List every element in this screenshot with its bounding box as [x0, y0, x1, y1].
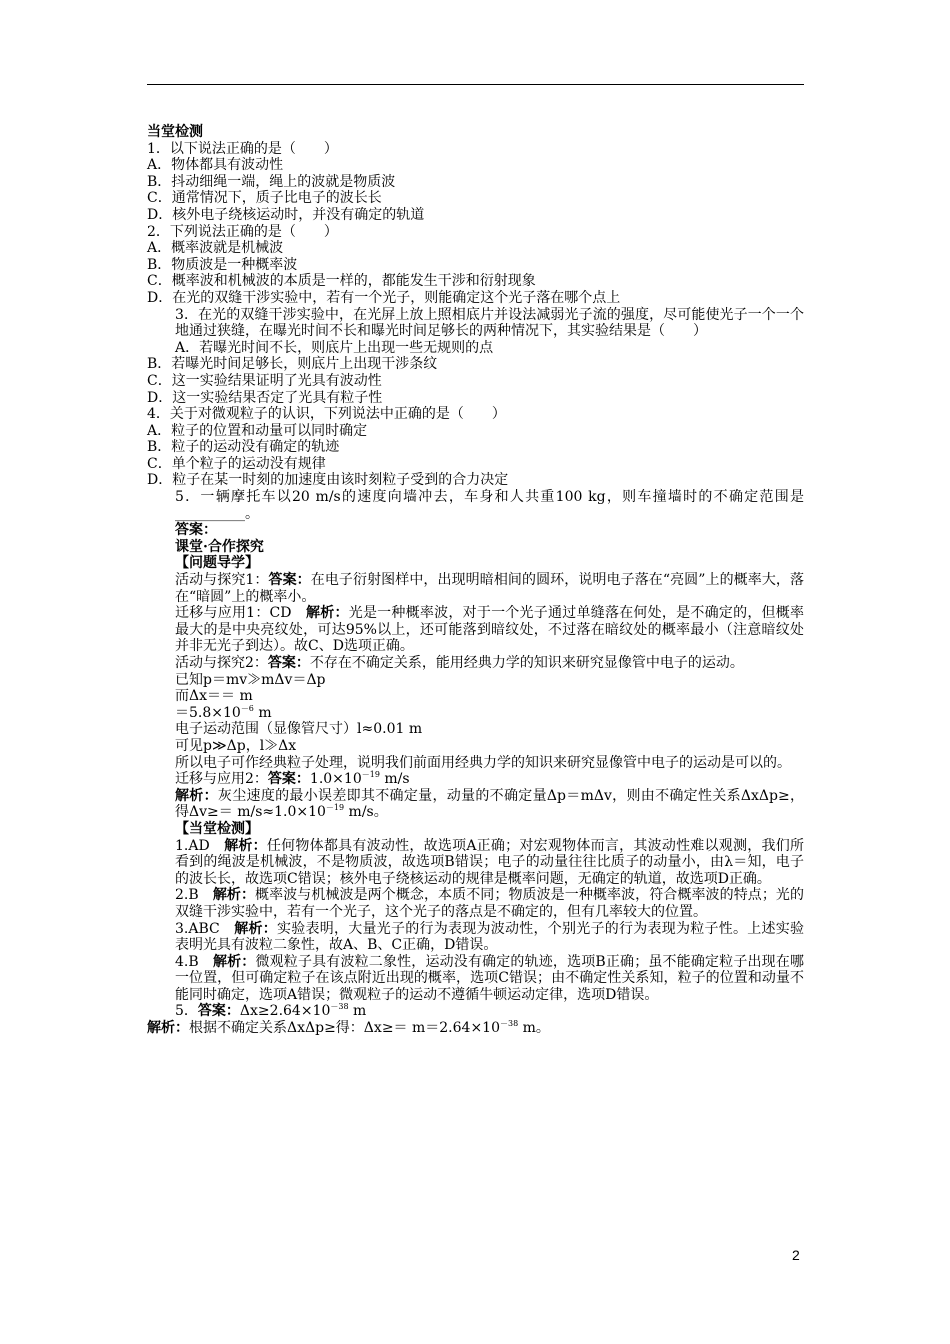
- answer-5: 5．答案：$\Delta x\ge 2.64\times 10^{-38}$ m: [175, 1002, 367, 1020]
- activity-2: 活动与探究2：答案：不存在不确定关系，能用经典力学的知识来研究显像管中电子的运动。: [175, 655, 744, 671]
- conclusion: 所以电子可作经典粒子处理，说明我们前面用经典力学的知识来研究显像管中电子的运动是可以的。: [175, 754, 791, 771]
- question-5: 5．一辆摩托车以20 m/s的速度向墙冲去，车身和人共重100 kg，则车撞墙时的不确定范围是__________。: [175, 489, 804, 522]
- formula-3: $=5.8\times 10^{-6}$ m: [175, 703, 272, 721]
- q3-option-b: B．若曝光时间足够长，则底片上出现干涉条纹: [147, 356, 438, 373]
- q2-option-a: A．概率波就是机械波: [147, 240, 284, 257]
- q1-option-b: B．抖动细绳一端，绳上的波就是物质波: [147, 173, 396, 190]
- formula-5: 可见p≫Δp，l≫Δx: [175, 737, 297, 754]
- section-heading: 当堂检测: [147, 124, 203, 140]
- answer-4: 4.B 解析：微观粒子具有波粒二象性，运动没有确定的轨迹，选项B正确；虽不能确定粒子出现在哪一位置，但可确定粒子在该点附近出现的概率，选项C错误；由不确定性关系知，粒子的位置和动量不能同时确定，选项A错误；微观粒子的运动不遵循牛顿运动定律，选项D错误。: [175, 953, 804, 1003]
- q3-option-c: C．这一实验结果证明了光具有波动性: [147, 372, 382, 389]
- sub-title-check: 【当堂检测】: [175, 820, 259, 837]
- sub-title-guide: 【问题导学】: [175, 555, 259, 572]
- q3-option-a: A．若曝光时间不长，则底片上出现一些无规则的点: [175, 339, 494, 356]
- answer-3: 3.ABC 解析：实验表明，大量光子的行为表现为波动性，个别光子的行为表现为粒子性。上述实验表明光具有波粒二象性，故A、B、C正确，D错误。: [175, 920, 805, 954]
- formula-1: 已知p＝mv≫mΔv＝Δp: [175, 671, 326, 688]
- q4-option-a: A．粒子的位置和动量可以同时确定: [147, 422, 368, 439]
- application-2: 迁移与应用2：答案：$1.0\times 10^{-19}$ m/s: [175, 770, 410, 788]
- question-4: 4．关于对微观粒子的认识，下列说法中正确的是（ ）: [147, 406, 506, 423]
- q3-option-d: D．这一实验结果否定了光具有粒子性: [147, 389, 383, 406]
- formula-4: 电子运动范围（显像管尺寸）l≈0.01 m: [175, 721, 423, 738]
- header-rule: [147, 84, 804, 85]
- q4-option-d: D．粒子在某一时刻的加速度由该时刻粒子受到的合力决定: [147, 472, 509, 489]
- answer-2: 2.B 解析：概率波与机械波是两个概念，本质不同；物质波是一种概率波，符合概率波的特点；光的双缝干涉实验中，若有一个光子，这个光子的落点是不确定的，但有几率较大的位置。: [175, 887, 804, 920]
- question-3: 3．在光的双缝干涉实验中，在光屏上放上照相底片并设法减弱光子流的强度，尽可能使光子一个一个地通过狭缝，在曝光时间不长和曝光时间足够长的两种情况下，其实验结果是（ ）: [175, 306, 804, 340]
- q4-option-c: C．单个粒子的运动没有规律: [147, 455, 326, 472]
- section-title: 课堂·合作探究: [175, 538, 264, 555]
- q4-option-b: B．粒子的运动没有确定的轨迹: [147, 439, 340, 456]
- question-2: 2．下列说法正确的是（ ）: [147, 223, 338, 240]
- q2-option-d: D．在光的双缝干涉实验中，若有一个光子，则能确定这个光子落在哪个点上: [147, 289, 621, 306]
- application-1: 迁移与应用1：CD 解析：光是一种概率波，对于一个光子通过单缝落在何处，是不确定的，但概率最大的是中央亮纹处，可达95%以上，还可能落到暗纹处，不过落在暗纹处的概率最小（注意暗纹处并非无光子到达）。故C、D选项正确。: [175, 605, 805, 655]
- q1-option-a: A．物体都具有波动性: [147, 157, 284, 174]
- q2-option-b: B．物质波是一种概率波: [147, 256, 298, 273]
- document-body: [147, 124, 804, 1037]
- activity-1: 活动与探究1：答案：在电子衍射图样中，出现明暗相间的圆环，说明电子落在“亮圆”上的概率大，落在“暗圆”上的概率小。: [175, 572, 805, 605]
- application-2-analysis: 解析：灰尘速度的最小误差即其不确定量，动量的不确定量Δp＝mΔv，则由不确定性关系ΔxΔp≥，得$\Delta v\ge= m/s\approx 1.0\times 10^{-19}$ m/s。: [175, 787, 804, 821]
- answer-1: 1.AD 解析：任何物体都具有波动性，故选项A正确；对宏观物体而言，其波动性难以观测，我们所看到的绳波是机械波，不是物质波，故选项B错误；电子的动量往往比质子的动量小，由λ＝知，电子的波长长，故选项C错误；核外电子绕核运动的规律是概率问题，无确定的轨道，故选项D正确。: [175, 837, 805, 887]
- answer-label: 答案：: [175, 522, 217, 539]
- formula-2: 而Δx＝＝ m: [175, 688, 253, 705]
- q1-option-c: C．通常情况下，质子比电子的波长长: [147, 190, 382, 207]
- q1-option-d: D．核外电子绕核运动时，并没有确定的轨道: [147, 206, 425, 223]
- q2-option-c: C．概率波和机械波的本质是一样的，都能发生干涉和衍射现象: [147, 273, 536, 290]
- question-1: 1．以下说法正确的是（ ）: [147, 140, 338, 157]
- page-number: 2: [792, 1247, 800, 1263]
- answer-5-analysis: 解析：根据不确定关系ΔxΔp≥得：$\Delta x\ge= m=2.64\times 10^{-38}$ m。: [147, 1019, 550, 1037]
